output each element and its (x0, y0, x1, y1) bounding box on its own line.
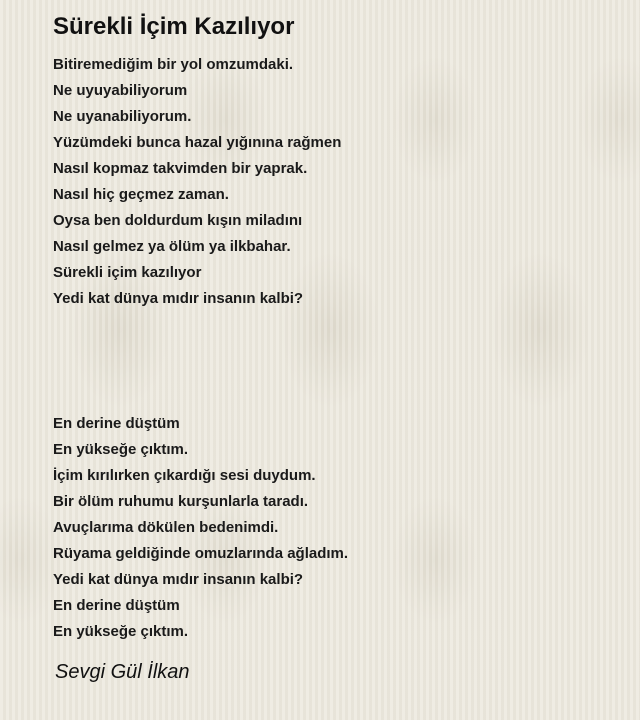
poem-line: En derine düştüm (53, 597, 180, 614)
poem-line: En derine düştüm (53, 415, 180, 432)
poem-line: Nasıl gelmez ya ölüm ya ilkbahar. (53, 238, 291, 255)
stanza-2 (53, 411, 348, 645)
poem-line: Bitiremediğim bir yol omzumdaki. (53, 56, 294, 73)
poem-line: Sürekli içim kazılıyor (53, 264, 202, 281)
poem-line: Yedi kat dünya mıdır insanın kalbi? (53, 571, 304, 588)
stanza-1 (53, 52, 341, 312)
poem-title: Sürekli İçim Kazılıyor (53, 13, 295, 40)
poem-line: Yüzümdeki bunca hazal yığınına rağmen (53, 134, 342, 151)
poem-line: Avuçlarıma dökülen bedenimdi. (53, 519, 279, 536)
poem-line: Ne uyuyabiliyorum (53, 82, 188, 99)
poem-line: Nasıl kopmaz takvimden bir yaprak. (53, 160, 308, 177)
poem-line: Oysa ben doldurdum kışın miladını (53, 212, 303, 229)
poem-line: En yükseğe çıktım. (53, 623, 189, 640)
poem-line: Bir ölüm ruhumu kurşunlarla taradı. (53, 493, 309, 510)
poem-line: Ne uyanabiliyorum. (53, 108, 192, 125)
poem-author: Sevgi Gül İlkan (55, 661, 190, 683)
poem-line: En yükseğe çıktım. (53, 441, 189, 458)
poem-line: Rüyama geldiğinde omuzlarında ağladım. (53, 545, 349, 562)
poem-line: Nasıl hiç geçmez zaman. (53, 186, 229, 203)
poem-line: Yedi kat dünya mıdır insanın kalbi? (53, 290, 304, 307)
poem-line: İçim kırılırken çıkardığı sesi duydum. (53, 467, 316, 484)
